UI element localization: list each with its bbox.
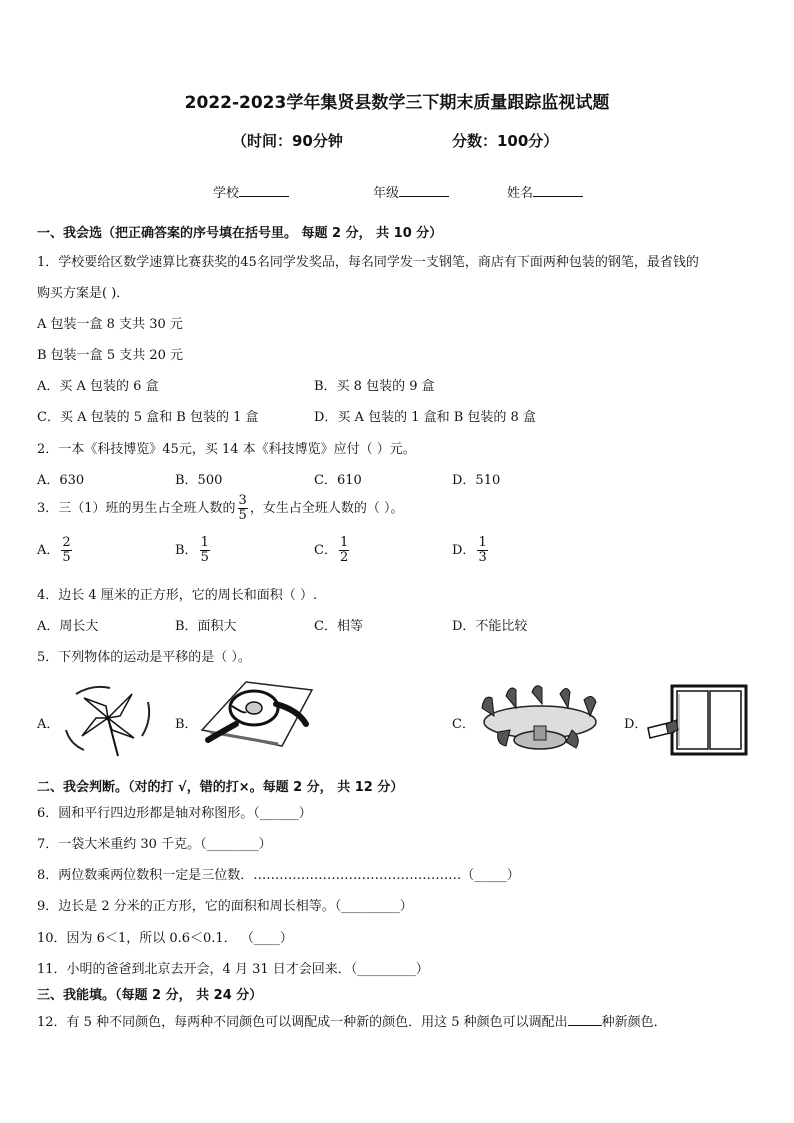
q1-option-d[interactable]: D．买 A 包装的 1 盒和 B 包装的 8 盒 — [314, 410, 536, 425]
q3-option-d[interactable]: D． $\frac{1}{3}$ — [452, 535, 487, 565]
q5-option-b[interactable]: B． — [175, 717, 198, 732]
q12-blank[interactable] — [568, 1013, 602, 1026]
q6-text: 6．圆和平行四边形都是轴对称图形。（______） — [37, 806, 312, 821]
q3-post: ，女生占全班人数的（ ）。 — [249, 501, 404, 516]
q12-pre: 12．有 5 种不同颜色，每两种不同颜色可以调配成一种新的颜色．用这 5 种颜色可以调配出 — [37, 1015, 568, 1030]
grade-field[interactable] — [373, 182, 449, 201]
q2-option-a[interactable]: A．630 — [37, 473, 85, 488]
school-field[interactable] — [213, 182, 289, 201]
grade-label: 年级 — [373, 186, 400, 201]
name-label: 姓名 — [507, 186, 534, 201]
q1-packB: B 包装一盒 5 支共 20 元 — [37, 348, 184, 363]
school-label: 学校 — [213, 186, 240, 201]
sliding-window-image[interactable] — [646, 684, 750, 756]
q1-line2: 购买方案是( )． — [37, 286, 130, 301]
q8-text: 8．两位数乘两位数积一定是三位数．…………………………………………（_____） — [37, 868, 520, 883]
q4-option-c[interactable]: C．相等 — [314, 619, 363, 634]
q3-fraction: $\frac{3}{5}$ — [238, 493, 247, 523]
q1-option-a[interactable]: A．买 A 包装的 6 盒 — [37, 379, 159, 394]
q9-text: 9．边长是 2 分米的正方形，它的面积和周长相等。（_________） — [37, 899, 413, 914]
q3-pre: 3．三（1）班的男生占全班人数的 — [37, 501, 236, 516]
carousel-image[interactable] — [476, 682, 606, 756]
exam-time: （时间：90分钟 — [232, 132, 343, 150]
grade-blank[interactable] — [399, 184, 449, 197]
q5-text: 5．下列物体的运动是平移的是（ ）。 — [37, 650, 251, 665]
q4-option-d[interactable]: D．不能比较 — [452, 619, 528, 634]
q2-text: 2．一本《科技博览》45元，买 14 本《科技博览》应付（ ）元。 — [37, 442, 416, 457]
q3-option-a[interactable]: A． $\frac{2}{5}$ — [37, 535, 71, 565]
q3-text — [37, 494, 403, 523]
school-blank[interactable] — [239, 184, 289, 197]
name-blank[interactable] — [533, 184, 583, 197]
q1-option-c[interactable]: C．买 A 包装的 5 盒和 B 包装的 1 盒 — [37, 410, 259, 425]
q3-option-c[interactable]: C． $\frac{1}{2}$ — [314, 535, 349, 565]
q10-text: 10．因为 6＜1，所以 0.6＜0.1． （____） — [37, 931, 293, 946]
pinwheel-image[interactable] — [62, 680, 154, 758]
q4-text: 4．边长 4 厘米的正方形，它的周长和面积（ ）. — [37, 588, 318, 603]
q1-packA: A 包装一盒 8 支共 30 元 — [37, 317, 183, 332]
q5-option-d[interactable]: D． — [624, 717, 648, 732]
q7-text: 7．一袋大米重约 30 千克。（________） — [37, 837, 272, 852]
name-field[interactable] — [507, 182, 583, 201]
exam-title: 2022-2023学年集贤县数学三下期末质量跟踪监视试题 — [184, 93, 610, 113]
q12-text — [37, 1011, 667, 1030]
section3-heading: 三、我能填。（每题 2 分， 共 24 分） — [37, 988, 263, 1003]
q1-option-b[interactable]: B．买 8 包装的 9 盒 — [314, 379, 435, 394]
section2-heading: 二、我会判断。（对的打 √，错的打×。每题 2 分， 共 12 分） — [37, 780, 404, 795]
q5-option-c[interactable]: C． — [452, 717, 475, 732]
q1-line1: 1．学校要给区数学速算比赛获奖的45名同学发奖品，每名同学发一支钢笔，商店有下面两种包装的钢笔，最省钱的 — [37, 255, 699, 270]
q12-post: 种新颜色． — [601, 1015, 667, 1030]
q2-option-c[interactable]: C．610 — [314, 473, 362, 488]
section1-heading: 一、我会选（把正确答案的序号填在括号里。 每题 2 分， 共 10 分） — [37, 226, 443, 241]
q11-text: 11．小明的爸爸到北京去开会，4 月 31 日才会回来．（_________） — [37, 962, 429, 977]
exam-score: 分数：100分） — [452, 132, 559, 150]
q3-option-b[interactable]: B． $\frac{1}{5}$ — [175, 535, 209, 565]
q4-option-a[interactable]: A．周长大 — [37, 619, 99, 634]
steering-wheel-image[interactable] — [198, 680, 314, 750]
q4-option-b[interactable]: B．面积大 — [175, 619, 237, 634]
q5-option-a[interactable]: A． — [37, 717, 60, 732]
q2-option-b[interactable]: B．500 — [175, 473, 223, 488]
q2-option-d[interactable]: D．510 — [452, 473, 501, 488]
